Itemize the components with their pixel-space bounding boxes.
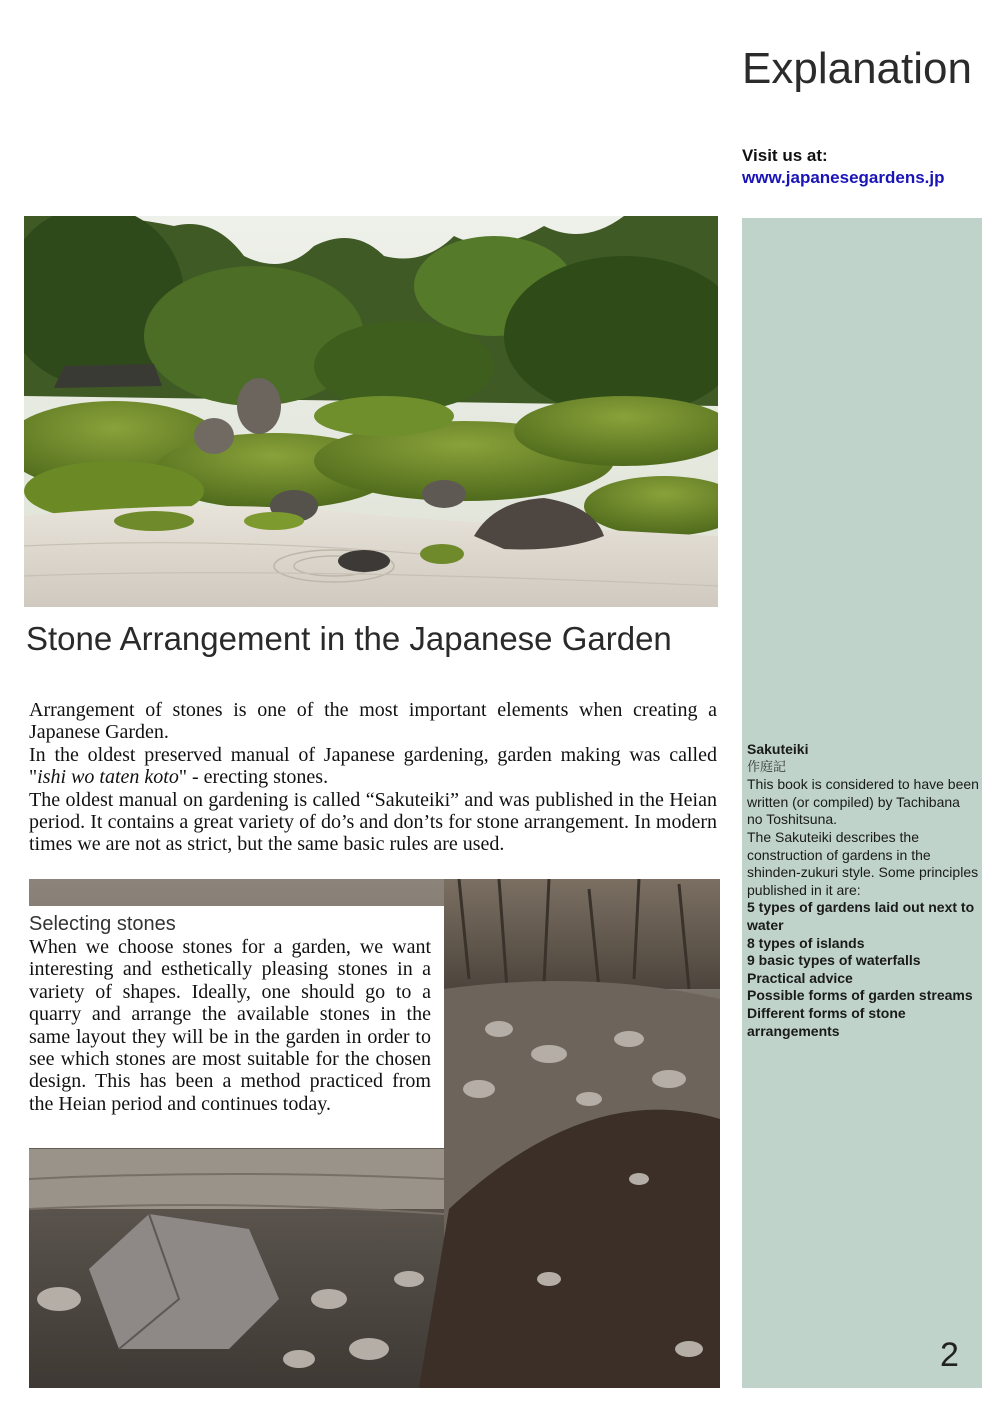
principle-item: Possible forms of garden streams — [747, 987, 973, 1004]
principle-item: Practical advice — [747, 969, 853, 986]
sidebar-description-2: The Sakuteiki describes the construction of gardens in the shinden-zukuri style. Some principles published in it are: — [747, 828, 979, 898]
term-ishi-wo-taten-koto: ishi wo taten koto — [37, 766, 179, 789]
selecting-stones-paragraph: When we choose stones for a garden, we want interesting and esthetically pleasing stones in a variety of shapes. Ideally, one should go to a quarry and arrange the available stones in the same layout they will be in the garden in order to see which stones are most suitable for the chosen design. This has been a method practiced from the Heian period and continues today. — [29, 936, 431, 1115]
page-number: 2 — [940, 1336, 959, 1374]
principle-item: Different forms of stone arrangements — [747, 1004, 906, 1039]
zen-garden-photo-icon — [24, 216, 718, 607]
principle-item: 5 types of gardens laid out next to water — [747, 899, 975, 933]
intro-paragraph-3: The oldest manual on gardening is called “Sakuteiki” and was published in the Heian period. It contains a great variety of do’s and don’ts for stone arrangement. In modern times we are not as strict, but the same basic rules are used. — [29, 788, 717, 856]
article-headline: Stone Arrangement in the Japanese Garden — [26, 620, 672, 657]
sidebar-japanese-title: 作庭記 — [747, 759, 787, 775]
sidebar-content — [747, 741, 979, 1040]
selecting-stones-text — [29, 936, 431, 1115]
intro-paragraph-1: Arrangement of stones is one of the most important elements when creating a Japanese Garden. — [29, 699, 717, 744]
sidebar-title: Sakuteiki — [747, 741, 809, 757]
selecting-stones-heading: Selecting stones — [29, 913, 176, 935]
page-title: Explanation — [742, 44, 972, 93]
principle-item: 8 types of islands — [747, 934, 865, 951]
intro-paragraph-2 — [29, 744, 717, 789]
visit-label: Visit us at: — [742, 146, 828, 165]
intro-p2-start: In the oldest preserved manual of Japanese gardening, garden making was called " — [29, 743, 717, 789]
intro-text — [29, 699, 717, 856]
website-link[interactable]: www.japanesegardens.jp — [742, 168, 945, 187]
principle-item: 9 basic types of waterfalls — [747, 952, 921, 969]
intro-p2-end: " - erecting stones. — [178, 766, 329, 789]
sidebar-description: This book is considered to have been written (or compiled) by Tachibana no Toshitsuna. — [747, 776, 979, 828]
zen-garden-photo — [24, 216, 718, 607]
